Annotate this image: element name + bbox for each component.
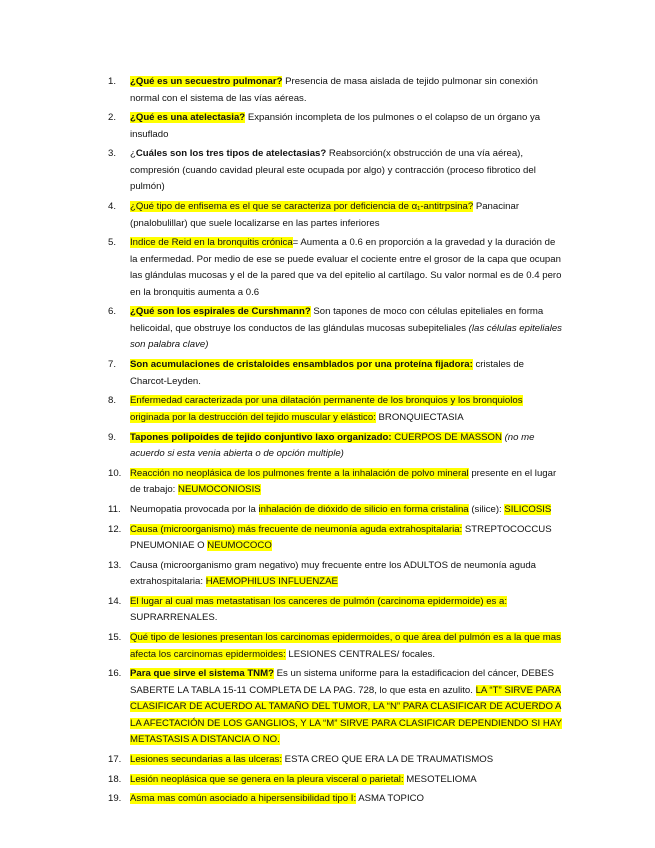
highlighted-text: NEUMOCONIOSIS	[178, 484, 261, 496]
highlighted-text: Tapones polipoides de tejido conjuntivo laxo organizado:	[130, 431, 392, 443]
list-item	[108, 558, 563, 591]
highlighted-text: NEUMOCOCO	[207, 540, 272, 552]
list-item	[108, 752, 563, 769]
item-text: presente en el lugar de trabajo:	[130, 467, 557, 496]
list-item	[108, 502, 563, 519]
highlighted-text: ¿Qué es una atelectasia?	[130, 112, 246, 124]
list-item	[108, 466, 563, 499]
item-number: 5.	[108, 237, 117, 249]
highlighted-text: Para que sirve el sistema TNM?	[130, 668, 274, 680]
item-text: Son tapones de moco con células epiteliales en forma helicoidal, que obstruye los conductos de las glándulas mucosas subepiteliales	[130, 306, 544, 334]
item-number: 2.	[108, 112, 117, 124]
highlighted-text: LA “T” SIRVE PARA CLASIFICAR DE ACUERDO AL TAMAÑO DEL TUMOR, LA “N” PARA CLASIFICAR DE ACUERDO A LA AFECTACIÓN DE LOS GANGLIOS, Y LA “M” SIRVE PARA CLASIFICAR DEPENDIENDO SI HAY METASTASIS A DISTANCIA O NO.	[130, 684, 562, 746]
item-number: 10.	[108, 467, 122, 479]
list-item	[108, 199, 563, 232]
item-number: 15.	[108, 632, 122, 644]
highlighted-text: Indice de Reid en la bronquitis crónica	[130, 237, 293, 249]
list-item	[108, 522, 563, 555]
item-number: 19.	[108, 793, 122, 805]
list-item	[108, 110, 563, 143]
item-text: Panacinar (pnalobulillar) que suele localizarse en las partes inferiores	[130, 201, 520, 229]
list-item	[108, 791, 563, 808]
item-text: LESIONES CENTRALES/ focales.	[285, 648, 436, 660]
highlighted-text: Reacción no neoplásica de los pulmones frente a la inhalación de polvo mineral	[130, 467, 469, 479]
highlighted-text: Lesión neoplásica que se genera en la pleura visceral o parietal:	[130, 773, 404, 785]
item-text: Cuáles son los tres tipos de atelectasias?	[135, 148, 327, 160]
list-item	[108, 772, 563, 789]
item-number: 16.	[108, 668, 122, 680]
item-text: Neumopatia provocada por la	[130, 503, 259, 515]
list-item	[108, 393, 563, 426]
list-item	[108, 304, 563, 354]
item-text: Reabsorción(x obstrucción de una vía aérea), compresión (cuando cavidad pleural este ocupada por algo) y contracción (proceso fibrotico del pulmón)	[130, 148, 536, 193]
highlighted-text: Asma mas común asociado a hipersensibilidad tipo I:	[130, 793, 357, 805]
item-number: 1.	[108, 76, 117, 87]
highlighted-text: El lugar al cual mas metastatisan los canceres de pulmón (carcinoma epidermoide) es a:	[130, 595, 507, 607]
item-number: 3.	[108, 148, 117, 160]
highlighted-text: ¿Qué es un secuestro pulmonar?	[130, 76, 283, 87]
item-number: 8.	[108, 395, 117, 407]
question-list	[108, 74, 563, 811]
item-text: (las células epiteliales son palabra clave)	[130, 322, 562, 351]
list-item	[108, 74, 563, 107]
item-text: Presencia de masa aislada de tejido pulmonar sin conexión normal con el sistema de las vías aéreas.	[130, 76, 538, 104]
item-text: Causa (microorganismo gram negativo) muy frecuente entre los ADULTOS de neumonía aguda extrahospitalaria:	[130, 559, 536, 588]
item-text: (silice):	[468, 503, 505, 515]
item-number: 7.	[108, 359, 117, 371]
item-text: ASMA TOPICO	[356, 793, 425, 805]
item-text: BRONQUIECTASIA	[375, 411, 464, 423]
item-number: 6.	[108, 306, 117, 318]
highlighted-text: Qué tipo de lesiones presentan los carcinomas epidermoides, o que área del pulmón es a la que mas afecta los carcinomas epidermoides:	[130, 632, 561, 660]
list-item	[108, 666, 563, 749]
highlighted-text: HAEMOPHILUS INFLUENZAE	[205, 576, 338, 588]
item-number: 9.	[108, 431, 117, 443]
highlighted-text: CUERPOS DE MASSON	[391, 431, 502, 443]
highlighted-text: ¿Qué tipo de enfisema es el que se caracteriza por deficiencia de α₁-antitrpsina?	[130, 201, 474, 213]
list-item	[108, 146, 563, 196]
list-item	[108, 594, 563, 627]
item-text: SUPRARRENALES.	[130, 612, 218, 624]
highlighted-text: Causa (microorganismo) más frecuente de neumonía aguda extrahospitalaria:	[130, 523, 463, 535]
item-text: = Aumenta a 0.6 en proporción a la gravedad y la duración de la enfermedad. Por medio de ese se puede evaluar el cociente entre el grosor de la capa que ocupan las glándulas mucosas y el de la pared que va del epitelio al cartílago. Su valor normal es de 0.4 pero en la bronquitis aumenta a 0.6	[130, 237, 562, 298]
list-item	[108, 357, 563, 390]
item-text: MESOTELIOMA	[403, 773, 477, 785]
item-number: 17.	[108, 754, 122, 765]
list-item	[108, 235, 563, 301]
item-text: cristales de Charcot-Leyden.	[130, 359, 524, 387]
highlighted-text: SILICOSIS	[504, 503, 552, 515]
list-item	[108, 430, 563, 463]
list-item	[108, 630, 563, 663]
highlighted-text: inhalación de dióxido de silicio en forma cristalina	[258, 503, 469, 515]
item-number: 4.	[108, 201, 117, 213]
item-number: 18.	[108, 773, 122, 785]
highlighted-text: ¿Qué son los espirales de Curshmann?	[130, 306, 311, 318]
item-number: 12.	[108, 523, 122, 535]
item-text: (no me acuerdo si esta venia abierta o de opción multiple)	[130, 431, 535, 459]
item-text: STREPTOCOCCUS PNEUMONIAE O	[130, 523, 552, 552]
highlighted-text: Lesiones secundarias a las ulceras:	[130, 754, 282, 765]
item-text: ¿	[130, 148, 136, 160]
item-text: ESTA CREO QUE ERA LA DE TRAUMATISMOS	[282, 754, 494, 765]
item-number: 11.	[108, 503, 121, 515]
item-number: 13.	[108, 559, 122, 571]
item-text: Expansión incompleta de los pulmones o el colapso de un órgano ya insuflado	[130, 112, 541, 140]
item-number: 14.	[108, 595, 122, 607]
item-text: Es un sistema uniforme para la estadificacion del cáncer, DEBES SABERTE LA TABLA 15-11 COMPLETA DE LA PAG. 728, lo que esta en azulito.	[130, 668, 554, 696]
highlighted-text: Enfermedad caracterizada por una dilatación permanente de los bronquios y los bronquiolos originada por la destrucción del tejido muscular y elástico:	[130, 395, 523, 423]
highlighted-text: Son acumulaciones de cristaloides ensamblados por una proteína fijadora:	[130, 359, 473, 371]
